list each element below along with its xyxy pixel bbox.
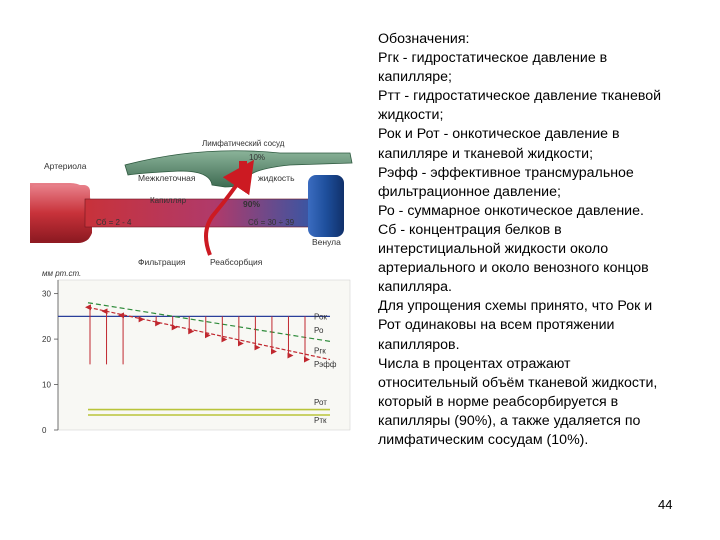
legend-line: капилляра. bbox=[378, 279, 452, 296]
arteriole-label: Артериола bbox=[44, 161, 87, 171]
lymph-vessel-label: Лимфатический сосуд bbox=[202, 139, 285, 148]
interstitial-right-label: жидкость bbox=[258, 173, 295, 183]
legend-line: интерстициальной жидкости около bbox=[378, 241, 609, 258]
filtration-label: Фильтрация bbox=[138, 257, 186, 267]
reabsorption-label: Реабсорбция bbox=[210, 257, 263, 267]
chart-y-axis-label: мм рт.ст. bbox=[42, 269, 82, 278]
legend-line: артериального и около венозного концов bbox=[378, 260, 649, 277]
legend-line: Рок и Рот - онкотическое давление в bbox=[378, 126, 620, 143]
interstitial-left-label: Межклеточная bbox=[138, 173, 196, 183]
legend-line: Ргк - гидростатическое давление в bbox=[378, 50, 608, 67]
legend-line: Рэфф - эффективное трансмуральное bbox=[378, 164, 634, 181]
series-label: Ртк bbox=[314, 416, 327, 425]
reabsorb-percent-label: 90% bbox=[243, 199, 261, 209]
legend-line: фильтрационное давление; bbox=[378, 183, 561, 200]
legend-line: капилляры (90%), а также удаляется по bbox=[378, 412, 641, 429]
capillary-exchange-figure bbox=[30, 135, 355, 435]
series-label: Ргк bbox=[314, 346, 326, 356]
legend-title: Обозначения: bbox=[378, 31, 470, 47]
y-tick-label: 0 bbox=[42, 426, 47, 435]
cb-venous-label: Сб = 30 ÷ 39 bbox=[248, 218, 295, 227]
arteriole-branch bbox=[30, 185, 90, 241]
legend-line: капилляре и тканевой жидкости; bbox=[378, 145, 594, 162]
legend-line: Ртт - гидростатическое давление тканевой bbox=[378, 88, 662, 105]
y-tick-label: 30 bbox=[42, 289, 51, 299]
capillary-label: Капилляр bbox=[150, 196, 187, 205]
legend-line: относительный объём тканевой жидкости, bbox=[378, 374, 658, 391]
legend-line: Числа в процентах отражают bbox=[378, 355, 571, 372]
legend-line: Ро - суммарное онкотическое давление. bbox=[378, 202, 644, 219]
venule-vessel bbox=[308, 175, 344, 237]
legend-line: который в норме реабсорбируется в bbox=[378, 393, 619, 410]
lymph-entry-marker bbox=[239, 161, 247, 169]
lymph-percent-label: 10% bbox=[249, 153, 266, 162]
cb-arterial-label: Сб = 2 - 4 bbox=[96, 218, 132, 227]
legend-panel bbox=[378, 30, 703, 450]
y-tick-label: 20 bbox=[42, 335, 51, 345]
legend-line: капилляров. bbox=[378, 336, 460, 353]
legend-line: жидкости; bbox=[378, 107, 444, 124]
y-tick-label: 10 bbox=[42, 380, 51, 390]
legend-line: лимфатическим сосудам (10%). bbox=[378, 431, 589, 448]
legend-line: Сб - концентрация белков в bbox=[378, 221, 562, 238]
series-label: Ро bbox=[314, 326, 324, 335]
legend-line: капилляре; bbox=[378, 69, 452, 86]
legend-line: Рот одинаковы на всем протяжении bbox=[378, 317, 615, 334]
slide-number: 44 bbox=[658, 497, 673, 512]
legend-line: Для упрощения схемы принято, что Рок и bbox=[378, 298, 653, 315]
venule-label: Венула bbox=[312, 237, 341, 247]
series-label: Рок bbox=[314, 312, 327, 322]
series-label: Рэфф bbox=[314, 360, 337, 370]
series-label: Рот bbox=[314, 397, 327, 407]
